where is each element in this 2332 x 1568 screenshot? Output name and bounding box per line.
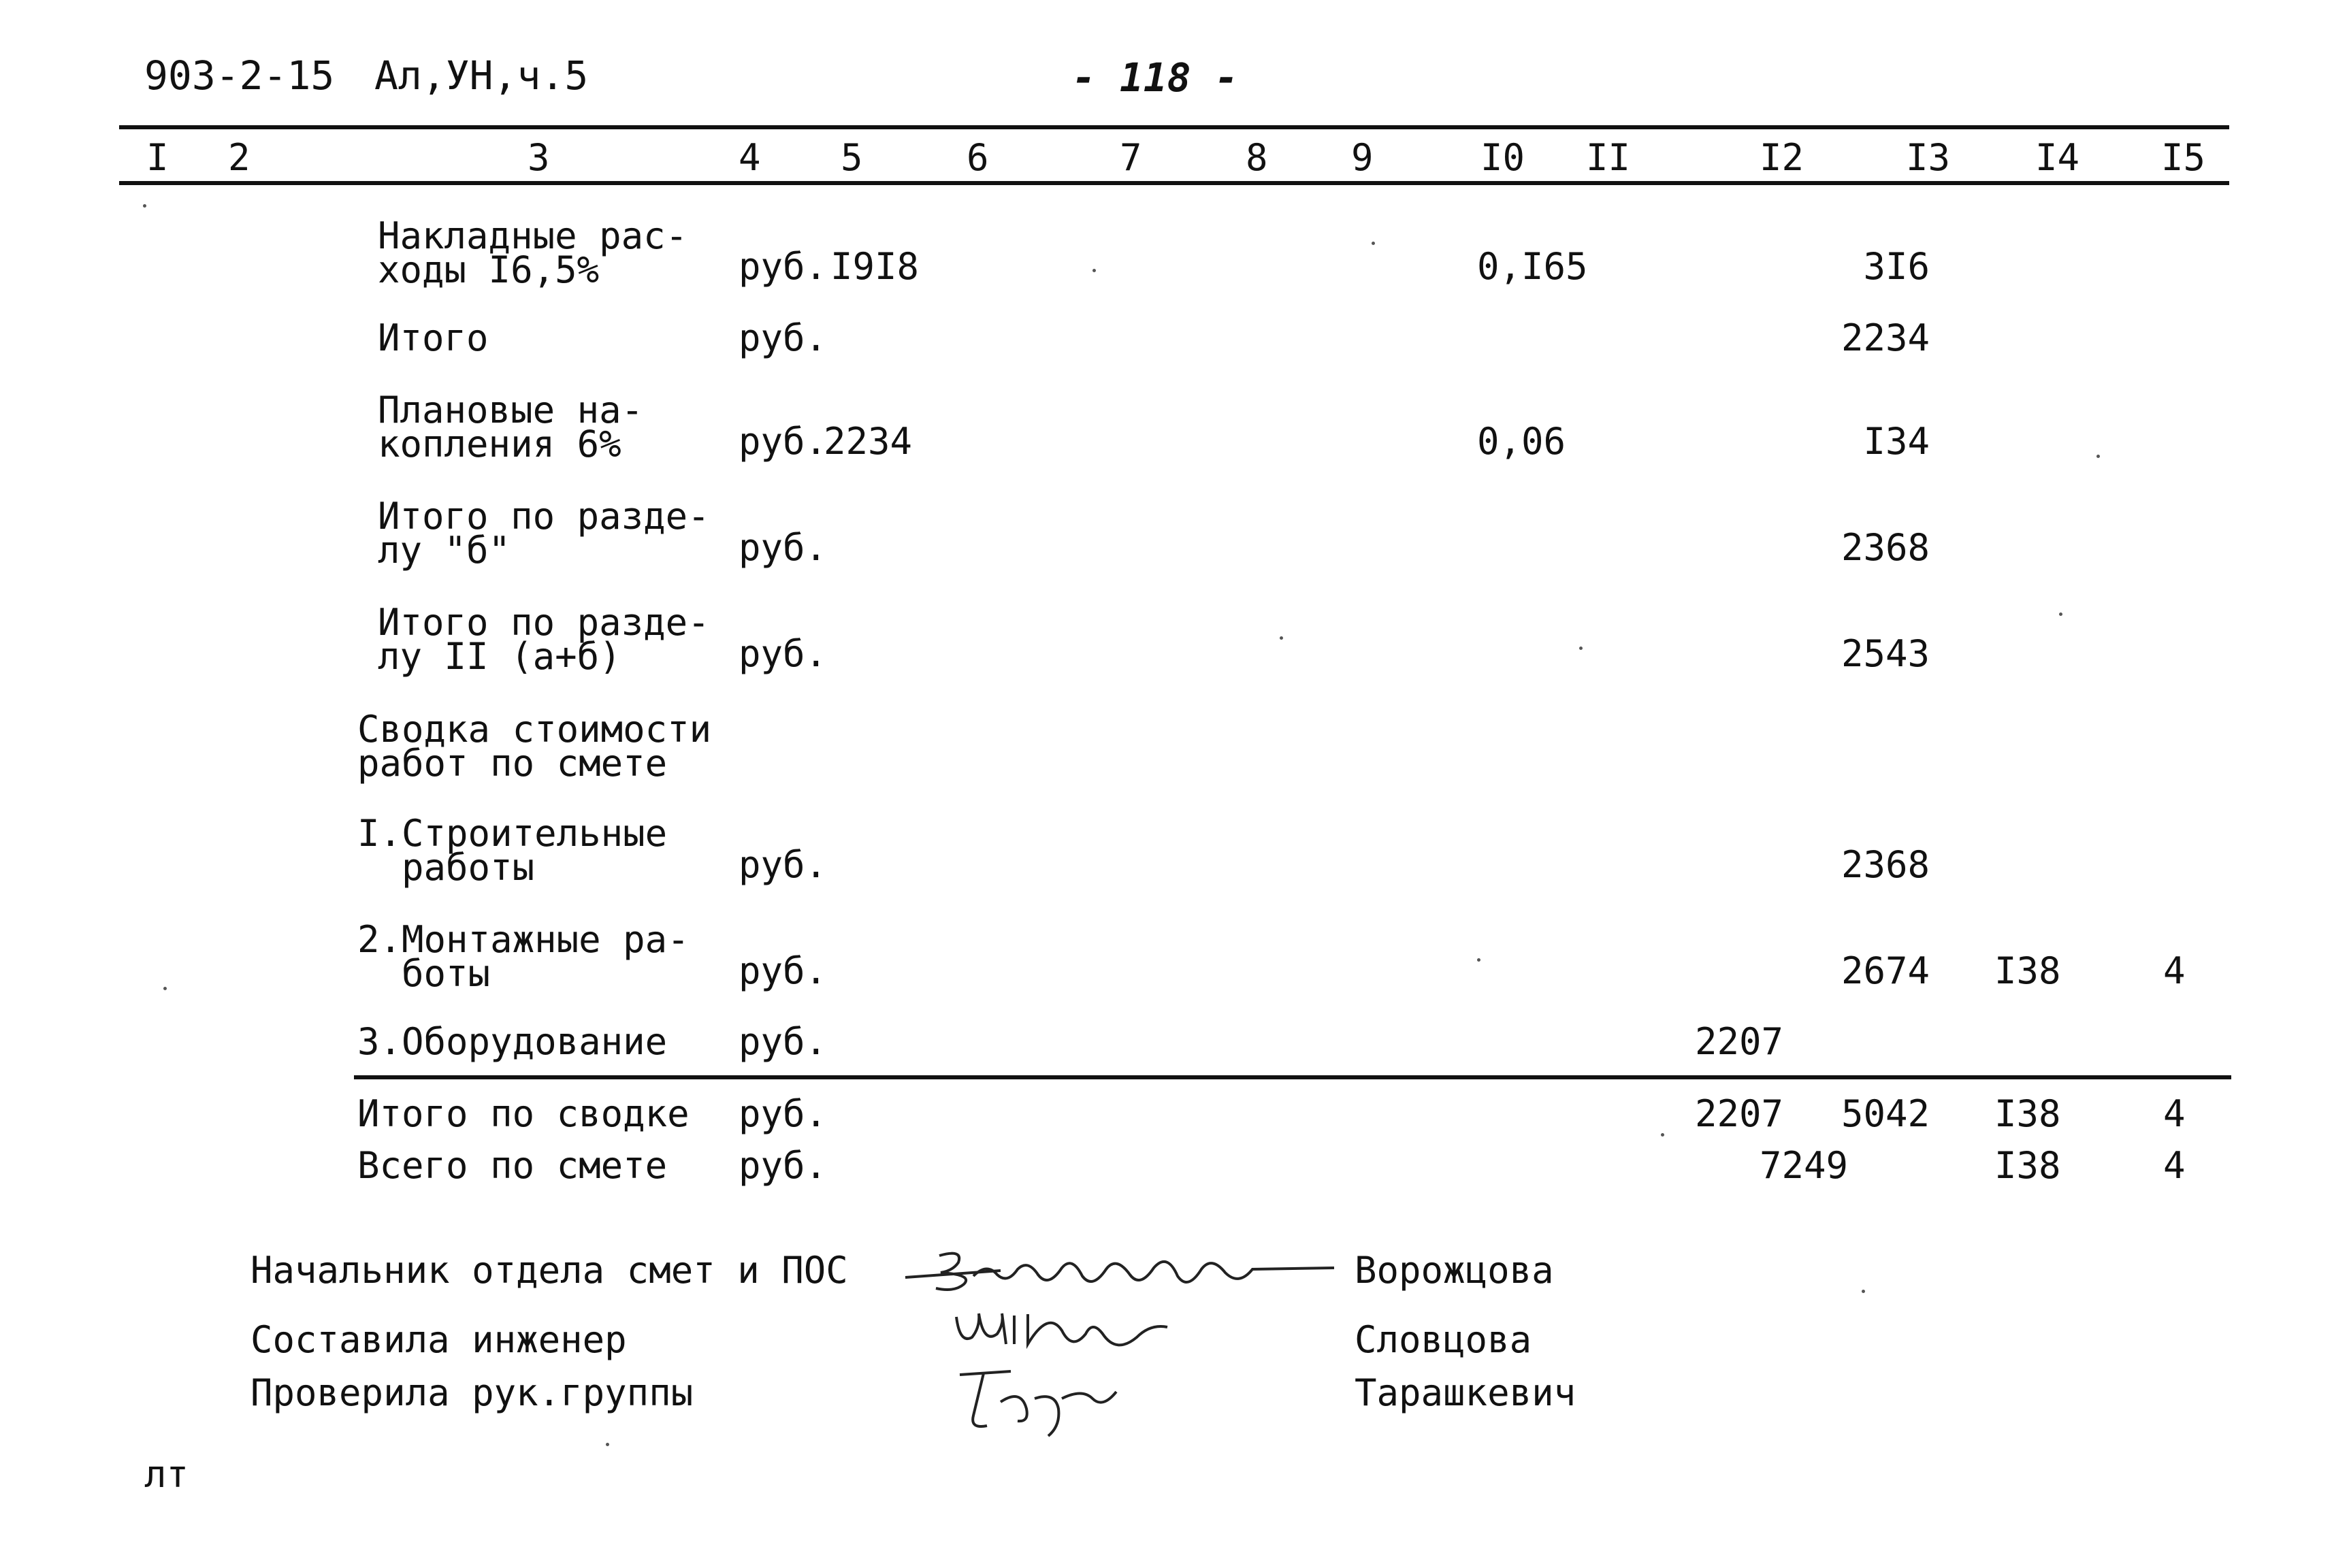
column-header: 3 — [528, 136, 550, 179]
scan-speck — [1372, 242, 1375, 245]
row-name-line: Плановые на- — [378, 389, 644, 431]
total-name: Итого по сводке — [357, 1092, 690, 1135]
handwritten-signature-2 — [946, 1296, 1178, 1361]
scan-speck — [163, 987, 167, 990]
row-name-line: I.Строительные — [357, 812, 668, 855]
page-number: - 118 - — [1072, 54, 1239, 101]
cell-col14: I38 — [1994, 949, 2061, 992]
row-unit: руб. — [739, 1020, 828, 1063]
cell-col15: 4 — [2163, 1144, 2186, 1187]
doc-series: Ал,УН,ч.5 — [374, 52, 589, 99]
column-header: I4 — [2035, 136, 2080, 179]
scan-speck — [2096, 455, 2100, 458]
column-header: 7 — [1120, 136, 1142, 179]
scan-speck — [1862, 1290, 1865, 1293]
row-name-line: Итого — [378, 316, 489, 359]
signature-role: Проверила рук.группы — [250, 1371, 694, 1414]
cell-col12: 2207 — [1695, 1020, 1784, 1063]
cell-col13: 2543 — [1841, 632, 1930, 675]
total-name: Всего по смете — [357, 1144, 668, 1187]
cell-col13: 2368 — [1841, 843, 1930, 886]
row-base: 2234 — [824, 420, 913, 463]
column-header: I5 — [2161, 136, 2206, 179]
doc-code: 903-2-15 — [144, 52, 335, 99]
signature-role: Составила инженер — [250, 1318, 627, 1361]
row-unit: руб. — [739, 632, 828, 675]
row-name-line: Итого по разде- — [378, 495, 710, 538]
handwritten-signature-3 — [946, 1361, 1123, 1443]
column-header: 4 — [739, 136, 761, 179]
row-unit: руб. — [739, 1092, 828, 1135]
totals-rule — [354, 1075, 2231, 1079]
scan-speck — [1477, 958, 1480, 962]
row-name-line: Сводка стоимости — [357, 708, 712, 751]
row-name-line: работы — [357, 846, 535, 889]
signature-role: Начальник отдела смет и ПОС — [250, 1249, 848, 1292]
column-header: 8 — [1246, 136, 1268, 179]
scan-speck — [1280, 636, 1283, 640]
cell-col15: 4 — [2163, 1092, 2186, 1135]
scan-speck — [143, 204, 146, 208]
cell-col12: 2207 — [1695, 1092, 1784, 1135]
row-coefficient: 0,I65 — [1477, 245, 1588, 288]
column-header: 9 — [1351, 136, 1374, 179]
row-unit: руб. — [739, 1144, 828, 1187]
row-unit: руб. — [739, 316, 828, 359]
column-header: 6 — [967, 136, 989, 179]
column-header: 5 — [841, 136, 863, 179]
cell-col14: I38 — [1994, 1092, 2061, 1135]
column-header: 2 — [228, 136, 250, 179]
header-top-rule — [119, 125, 2229, 129]
row-unit: руб. — [739, 245, 828, 288]
cell-col13: 2234 — [1841, 316, 1930, 359]
row-unit: руб. — [739, 420, 828, 463]
row-name-line: копления 6% — [378, 423, 621, 466]
column-header: I2 — [1760, 136, 1804, 179]
cell-col15: 4 — [2163, 949, 2186, 992]
cell-col14: I38 — [1994, 1144, 2061, 1187]
cell-col12-13: 7249 — [1760, 1144, 1849, 1187]
scan-speck — [1579, 647, 1583, 650]
row-name-line: Накладные рас- — [378, 214, 688, 257]
row-name-line: Итого по разде- — [378, 601, 710, 644]
scan-speck — [1092, 269, 1096, 272]
cell-col13: 3I6 — [1863, 245, 1930, 288]
scan-speck — [606, 1443, 609, 1446]
row-unit: руб. — [739, 949, 828, 992]
cell-col13: 2368 — [1841, 526, 1930, 569]
row-name-line: лу "б" — [378, 529, 511, 572]
column-header: I0 — [1480, 136, 1525, 179]
scan-speck — [2059, 612, 2062, 616]
footer-mark: лт — [144, 1453, 189, 1496]
cell-col13: I34 — [1863, 420, 1930, 463]
row-name-line: лу II (а+б) — [378, 635, 621, 678]
signature-name: Словцова — [1355, 1318, 1532, 1361]
row-unit: руб. — [739, 526, 828, 569]
scan-speck — [1661, 1133, 1664, 1137]
row-name-line: ходы I6,5% — [378, 248, 600, 291]
signature-name: Тарашкевич — [1355, 1371, 1576, 1414]
row-name-line: работ по смете — [357, 742, 668, 785]
column-header: II — [1586, 136, 1631, 179]
row-name-line: 3.Оборудование — [357, 1020, 668, 1063]
cell-col13: 5042 — [1841, 1092, 1930, 1135]
row-name-line: боты — [357, 952, 491, 995]
signature-name: Ворожцова — [1355, 1249, 1554, 1292]
column-header: I3 — [1906, 136, 1951, 179]
cell-col13: 2674 — [1841, 949, 1930, 992]
header-bottom-rule — [119, 181, 2229, 185]
row-name-line: 2.Монтажные ра- — [357, 918, 690, 961]
column-header: I — [146, 136, 169, 179]
row-coefficient: 0,06 — [1477, 420, 1566, 463]
row-base: I9I8 — [830, 245, 920, 288]
row-unit: руб. — [739, 843, 828, 886]
